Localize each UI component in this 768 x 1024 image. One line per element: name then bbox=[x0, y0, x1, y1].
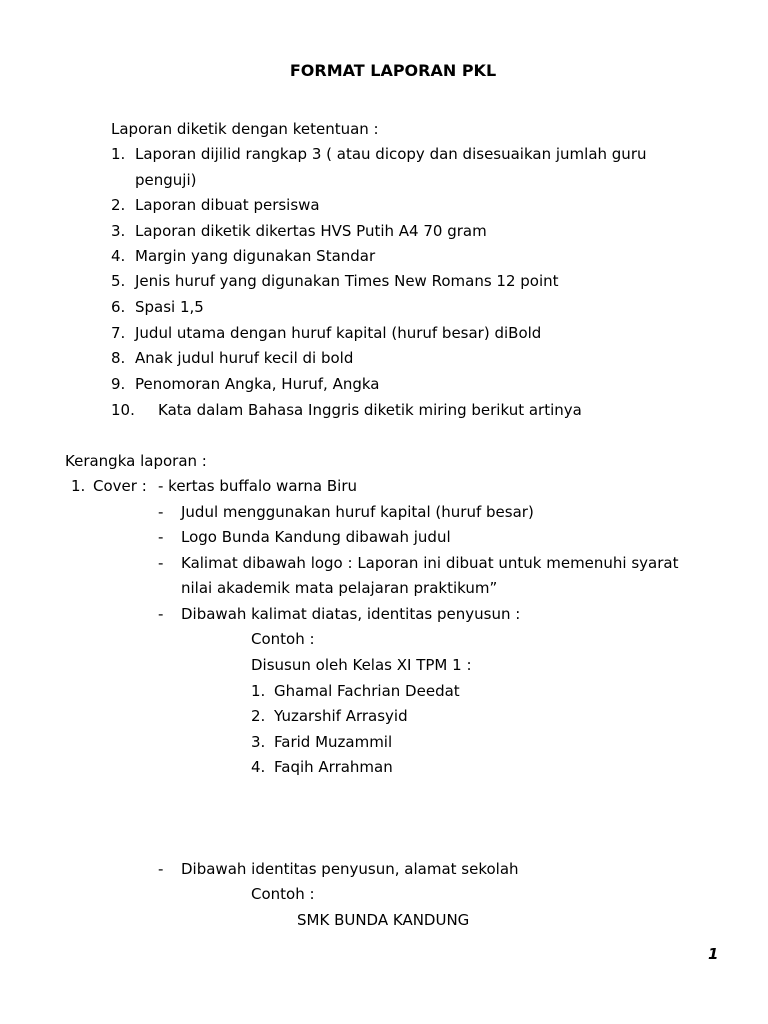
rule-text: Penomoran Angka, Huruf, Angka bbox=[135, 375, 380, 393]
example-label: Contoh : bbox=[251, 885, 315, 903]
rule-number: 4. bbox=[111, 247, 126, 265]
bullet-text: Kalimat dibawah logo : Laporan ini dibuat untuk memenuhi syarat bbox=[181, 554, 679, 572]
rule-text: Laporan dibuat persiswa bbox=[135, 196, 320, 214]
bullet-dash: - bbox=[158, 528, 164, 546]
member-number: 3. bbox=[251, 733, 266, 751]
bullet-text-continuation: nilai akademik mata pelajaran praktikum” bbox=[181, 579, 498, 597]
rule-text: Margin yang digunakan Standar bbox=[135, 247, 376, 265]
rule-text: Spasi 1,5 bbox=[135, 298, 204, 316]
rule-text: Kata dalam Bahasa Inggris diketik miring berikut artinya bbox=[158, 401, 582, 419]
member-number: 2. bbox=[251, 707, 266, 725]
bullet-dash: - bbox=[158, 860, 164, 878]
rule-number: 3. bbox=[111, 222, 126, 240]
page-number: 1 bbox=[708, 945, 719, 963]
compiled-by: Disusun oleh Kelas XI TPM 1 : bbox=[251, 656, 472, 674]
rule-number: 1. bbox=[111, 145, 126, 163]
bullet-text: Dibawah kalimat diatas, identitas penyusun : bbox=[181, 605, 521, 623]
member-number: 1. bbox=[251, 682, 266, 700]
bullet-text: Logo Bunda Kandung dibawah judul bbox=[181, 528, 451, 546]
rule-number: 5. bbox=[111, 272, 126, 290]
bullet-text: Judul menggunakan huruf kapital (huruf besar) bbox=[181, 503, 534, 521]
rule-number: 10. bbox=[111, 401, 135, 419]
rule-number: 2. bbox=[111, 196, 126, 214]
bullet-dash: - bbox=[158, 554, 164, 572]
rule-number: 9. bbox=[111, 375, 126, 393]
member-name: Ghamal Fachrian Deedat bbox=[274, 682, 460, 700]
member-number: 4. bbox=[251, 758, 266, 776]
rule-number: 6. bbox=[111, 298, 126, 316]
school-name: SMK BUNDA KANDUNG bbox=[297, 911, 470, 929]
rule-number: 8. bbox=[111, 349, 126, 367]
example-label: Contoh : bbox=[251, 630, 315, 648]
rule-text-continuation: penguji) bbox=[135, 171, 197, 189]
cover-paper-text: - kertas buffalo warna Biru bbox=[158, 477, 358, 495]
rule-text: Jenis huruf yang digunakan Times New Romans 12 point bbox=[135, 272, 559, 290]
member-name: Farid Muzammil bbox=[274, 733, 393, 751]
bullet-dash: - bbox=[158, 605, 164, 623]
rule-number: 7. bbox=[111, 324, 126, 342]
rule-text: Laporan diketik dikertas HVS Putih A4 70 gram bbox=[135, 222, 487, 240]
member-name: Faqih Arrahman bbox=[274, 758, 393, 776]
bullet-dash: - bbox=[158, 503, 164, 521]
framework-heading: Kerangka laporan : bbox=[65, 452, 207, 470]
intro-text: Laporan diketik dengan ketentuan : bbox=[111, 120, 379, 138]
member-name: Yuzarshif Arrasyid bbox=[274, 707, 408, 725]
rule-text: Anak judul huruf kecil di bold bbox=[135, 349, 354, 367]
rule-text: Laporan dijilid rangkap 3 ( atau dicopy dan disesuaikan jumlah guru bbox=[135, 145, 647, 163]
document-title: FORMAT LAPORAN PKL bbox=[289, 61, 497, 80]
cover-label: Cover : bbox=[93, 477, 147, 495]
cover-number: 1. bbox=[71, 477, 86, 495]
rule-text: Judul utama dengan huruf kapital (huruf besar) diBold bbox=[135, 324, 542, 342]
bullet-text: Dibawah identitas penyusun, alamat sekolah bbox=[181, 860, 519, 878]
